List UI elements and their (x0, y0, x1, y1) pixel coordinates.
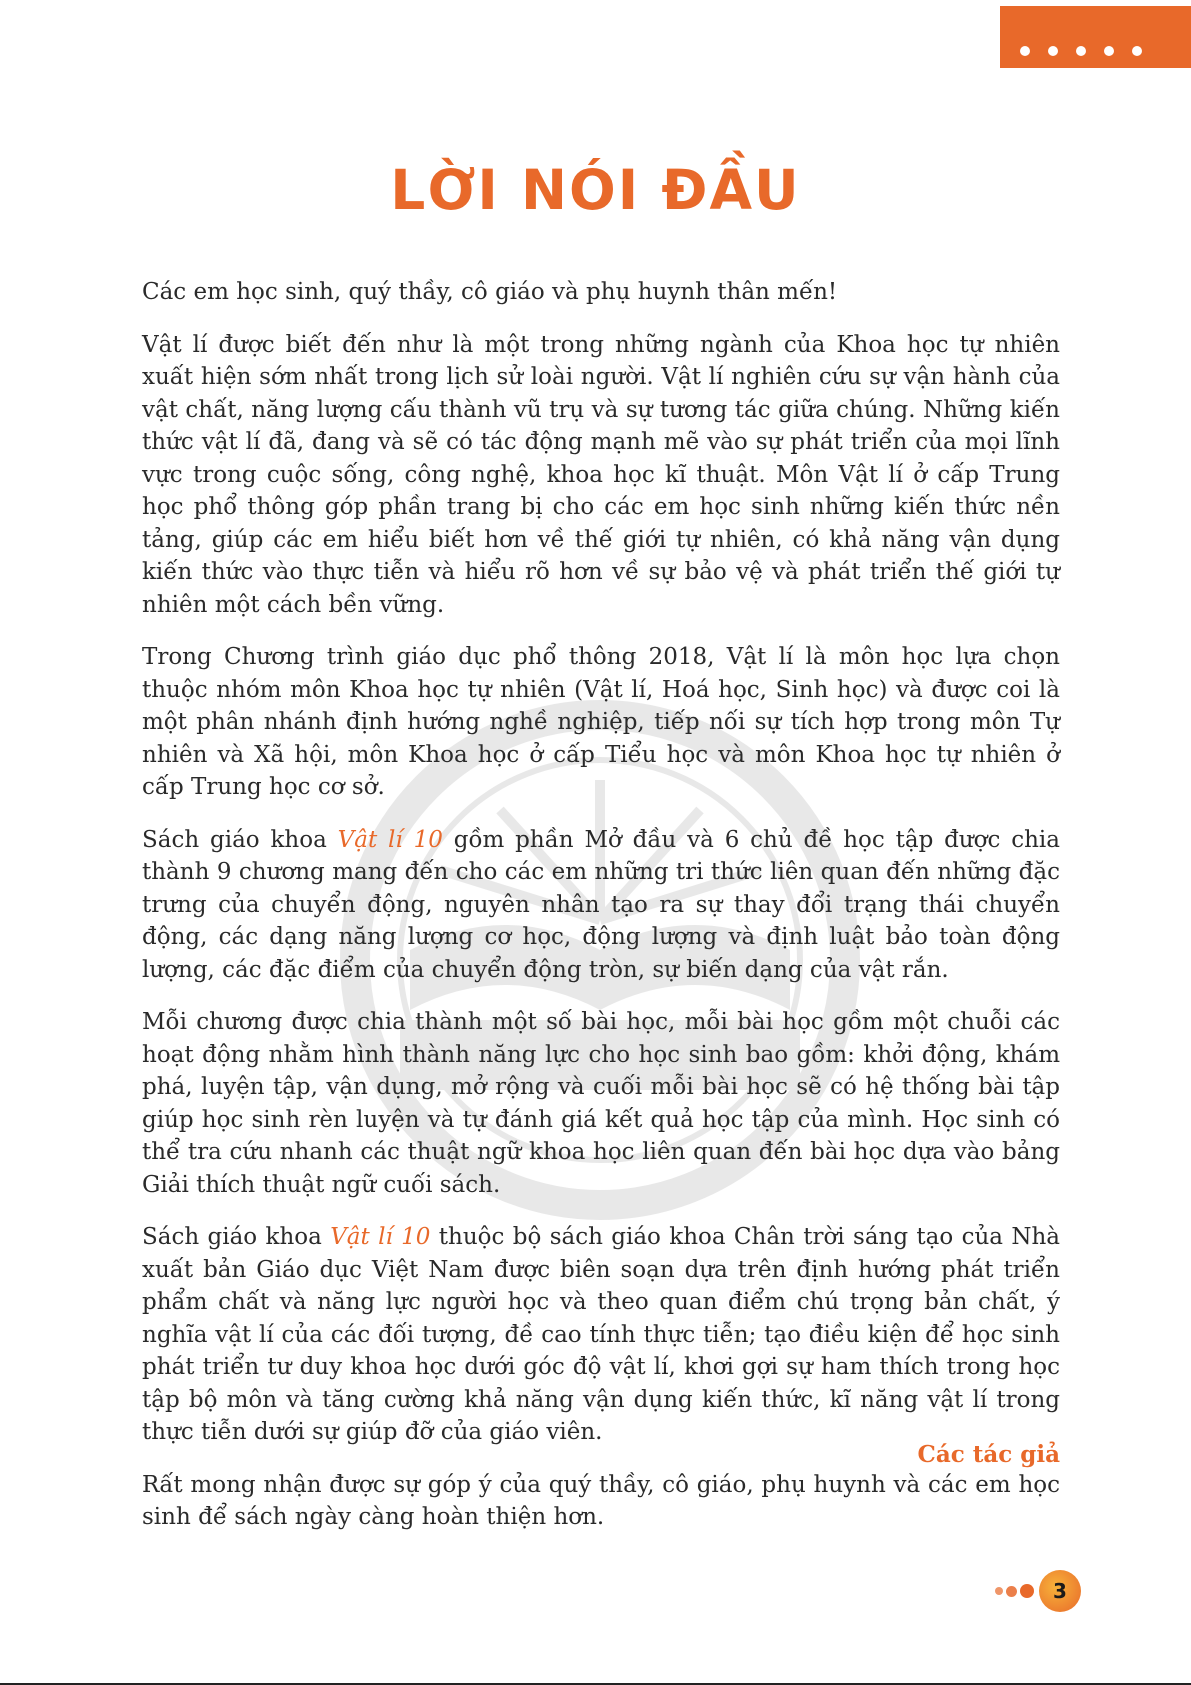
paragraph-1: Vật lí được biết đến như là một trong những ngành của Khoa học tự nhiên xuất hiện sớm nhất trong lịch sử loài người. Vật lí nghiên cứu sự vận hành của vật chất, năng lượng cấu thành vũ trụ và sự tương tác giữa chúng. Những kiến thức vật lí đã, đang và sẽ có tác động mạnh mẽ vào sự phát triển của mọi lĩnh vực trong cuộc sống, công nghệ, khoa học kĩ thuật. Môn Vật lí ở cấp Trung học phổ thông góp phần trang bị cho các em học sinh những kiến thức nền tảng, giúp các em hiểu biết hơn về thế giới tự nhiên, có khả năng vận dụng kiến thức vào thực tiễn và hiểu rõ hơn về sự bảo vệ và phát triển thế giới tự nhiên một cách bền vững. (142, 331, 1060, 618)
preface-body (142, 276, 1060, 1554)
paragraph-3-rest: gồm phần Mở đầu và 6 chủ đề học tập được chia thành 9 chương mang đến cho các em những tri thức liên quan đến những đặc trưng của chuyển động, nguyên nhân tạo ra sự thay đổi trạng thái chuyển động, các dạng năng lượng cơ học, động lượng và định luật bảo toàn động lượng, các đặc điểm của chuyển động tròn, sự biến dạng của vật rắn. (142, 826, 1061, 983)
signature: Các tác giả (917, 1441, 1060, 1468)
page-number-circle (1039, 1570, 1081, 1612)
greeting-line: Các em học sinh, quý thầy, cô giáo và phụ huynh thân mến! (142, 279, 838, 305)
book-title: Vật lí 10 (330, 1224, 431, 1250)
paragraph-5-intro: Sách giáo khoa (142, 1224, 331, 1250)
book-title: Vật lí 10 (337, 826, 443, 853)
page-title: LỜI NÓI ĐẦU (390, 158, 801, 222)
paragraph-6: Rất mong nhận được sự góp ý của quý thầy, cô giáo, phụ huynh và các em học sinh để sách ngày càng hoàn thiện hơn. (142, 1471, 1060, 1530)
five-dots-icon (1020, 46, 1142, 56)
dot-icon (1020, 1584, 1034, 1598)
paragraph-3 (142, 824, 1060, 987)
dot-icon (1006, 1586, 1017, 1597)
page-number-badge (995, 1570, 1081, 1612)
paragraph-5-rest: thuộc bộ sách giáo khoa Chân trời sáng tạo của Nhà xuất bản Giáo dục Việt Nam được biên soạn dựa trên định hướng phát triển phẩm chất và năng lực người học và theo quan điểm chú trọng bản chất, ý nghĩa vật lí của các đối tượng, đề cao tính thực tiễn; tạo điều kiện để học sinh phát triển tư duy khoa học dưới góc độ vật lí, khơi gợi sự ham thích trong học tập bộ môn và tăng cường khả năng vận dụng kiến thức, kĩ năng vật lí trong thực tiễn dưới sự giúp đỡ của giáo viên. (142, 1224, 1060, 1445)
paragraph-4: Mỗi chương được chia thành một số bài học, mỗi bài học gồm một chuỗi các hoạt động nhằm hình thành năng lực cho học sinh bao gồm: khởi động, khám phá, luyện tập, vận dụng, mở rộng và cuối mỗi bài học sẽ có hệ thống bài tập giúp học sinh rèn luyện và tự đánh giá kết quả học tập của mình. Học sinh có thể tra cứu nhanh các thuật ngữ khoa học liên quan đến bài học dựa vào bảng Giải thích thuật ngữ cuối sách. (142, 1009, 1060, 1198)
dot-icon (995, 1587, 1003, 1595)
page-number: 3 (1053, 1579, 1067, 1603)
paragraph-2: Trong Chương trình giáo dục phổ thông 2018, Vật lí là môn học lựa chọn thuộc nhóm môn Khoa học tự nhiên (Vật lí, Hoá học, Sinh học) và được coi là một phân nhánh định hướng nghề nghiệp, tiếp nối sự tích hợp trong môn Tự nhiên và Xã hội, môn Khoa học ở cấp Tiểu học và môn Khoa học tự nhiên ở cấp Trung học cơ sở. (142, 644, 1060, 800)
corner-tab (1000, 6, 1191, 68)
paragraph-5 (142, 1221, 1060, 1449)
paragraph-3-intro: Sách giáo khoa (142, 826, 338, 853)
